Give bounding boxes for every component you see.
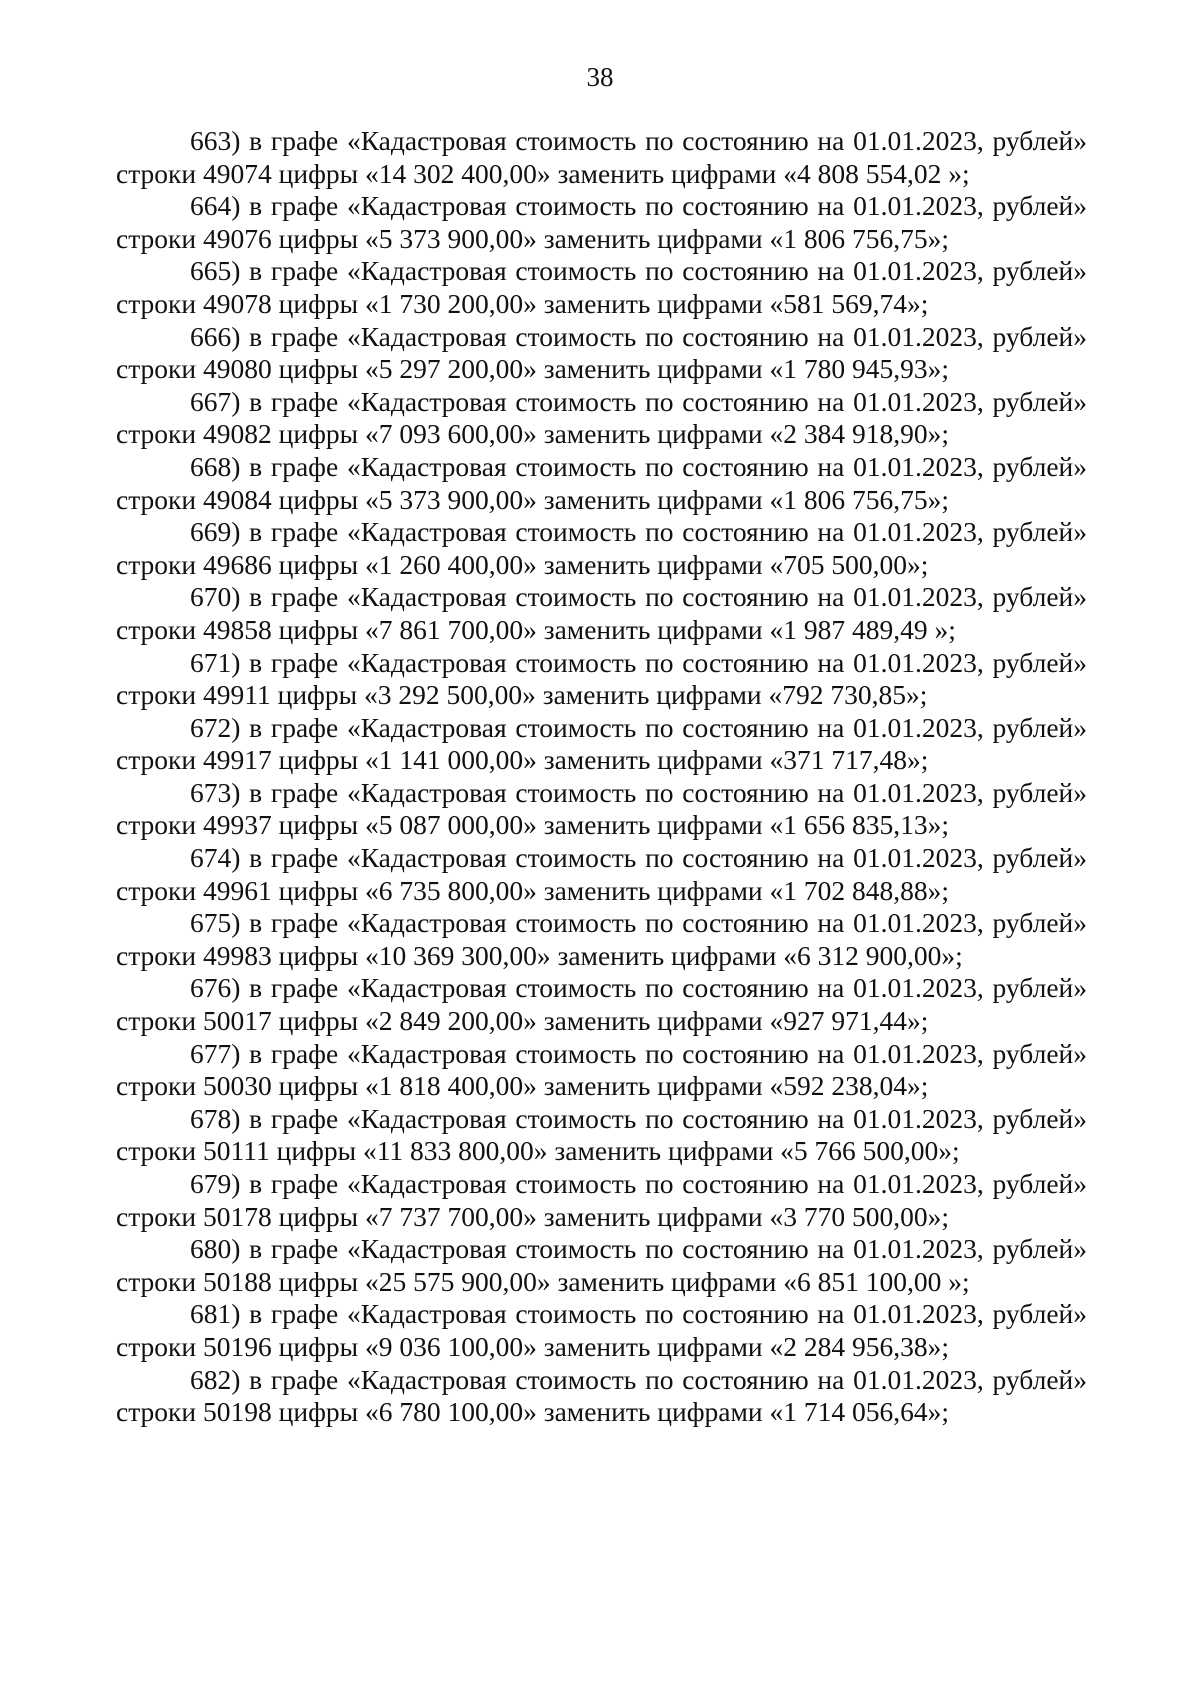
paragraph-666: 666) в графе «Кадастровая стоимость по состоянию на 01.01.2023, рублей» строки 49080 цифры «5 297 200,00» заменить цифрами «1 780 945,93»;: [116, 320, 1087, 385]
paragraph-676: 676) в графе «Кадастровая стоимость по состоянию на 01.01.2023, рублей» строки 50017 цифры «2 849 200,00» заменить цифрами «927 971,44»;: [116, 972, 1087, 1037]
paragraph-664: 664) в графе «Кадастровая стоимость по состоянию на 01.01.2023, рублей» строки 49076 цифры «5 373 900,00» заменить цифрами «1 806 756,75»;: [116, 190, 1087, 254]
paragraph-669: 669) в графе «Кадастровая стоимость по состоянию на 01.01.2023, рублей» строки 49686 цифры «1 260 400,00» заменить цифрами «705 500,00»;: [116, 516, 1087, 580]
paragraph-671: 671) в графе «Кадастровая стоимость по состоянию на 01.01.2023, рублей» строки 49911 цифры «3 292 500,00» заменить цифрами «792 730,85»;: [116, 646, 1087, 711]
paragraph-678: 678) в графе «Кадастровая стоимость по состоянию на 01.01.2023, рублей» строки 50111 цифры «11 833 800,00» заменить цифрами «5 766 500,00»;: [116, 1102, 1087, 1167]
paragraph-670: 670) в графе «Кадастровая стоимость по состоянию на 01.01.2023, рублей» строки 49858 цифры «7 861 700,00» заменить цифрами «1 987 489,49 »;: [116, 581, 1087, 645]
paragraph-667: 667) в графе «Кадастровая стоимость по состоянию на 01.01.2023, рублей» строки 49082 цифры «7 093 600,00» заменить цифрами «2 384 918,90»;: [116, 385, 1087, 450]
paragraph-679: 679) в графе «Кадастровая стоимость по состоянию на 01.01.2023, рублей» строки 50178 цифры «7 737 700,00» заменить цифрами «3 770 500,00»;: [116, 1168, 1087, 1232]
paragraph-675: 675) в графе «Кадастровая стоимость по состоянию на 01.01.2023, рублей» строки 49983 цифры «10 369 300,00» заменить цифрами «6 312 900,00»;: [116, 907, 1087, 971]
paragraph-674: 674) в графе «Кадастровая стоимость по состоянию на 01.01.2023, рублей» строки 49961 цифры «6 735 800,00» заменить цифрами «1 702 848,88»;: [116, 842, 1087, 906]
paragraph-682: 682) в графе «Кадастровая стоимость по состоянию на 01.01.2023, рублей» строки 50198 цифры «6 780 100,00» заменить цифрами «1 714 056,64»;: [116, 1363, 1087, 1428]
paragraph-681: 681) в графе «Кадастровая стоимость по состоянию на 01.01.2023, рублей» строки 50196 цифры «9 036 100,00» заменить цифрами «2 284 956,38»;: [116, 1298, 1087, 1362]
paragraph-668: 668) в графе «Кадастровая стоимость по состоянию на 01.01.2023, рублей» строки 49084 цифры «5 373 900,00» заменить цифрами «1 806 756,75»;: [116, 450, 1087, 515]
page-number: 38: [586, 62, 614, 92]
paragraph-672: 672) в графе «Кадастровая стоимость по состоянию на 01.01.2023, рублей» строки 49917 цифры «1 141 000,00» заменить цифрами «371 717,48»;: [116, 711, 1087, 776]
paragraph-673: 673) в графе «Кадастровая стоимость по состоянию на 01.01.2023, рублей» строки 49937 цифры «5 087 000,00» заменить цифрами «1 656 835,13»;: [116, 776, 1087, 841]
paragraph-677: 677) в графе «Кадастровая стоимость по состоянию на 01.01.2023, рублей» строки 50030 цифры «1 818 400,00» заменить цифрами «592 238,04»;: [116, 1037, 1087, 1102]
document-body: [116, 125, 1087, 1429]
paragraph-663: 663) в графе «Кадастровая стоимость по состоянию на 01.01.2023, рублей» строки 49074 цифры «14 302 400,00» заменить цифрами «4 808 554,02 »;: [116, 125, 1087, 189]
paragraph-665: 665) в графе «Кадастровая стоимость по состоянию на 01.01.2023, рублей» строки 49078 цифры «1 730 200,00» заменить цифрами «581 569,74»;: [116, 255, 1087, 319]
paragraph-680: 680) в графе «Кадастровая стоимость по состоянию на 01.01.2023, рублей» строки 50188 цифры «25 575 900,00» заменить цифрами «6 851 100,00 »;: [116, 1233, 1087, 1297]
